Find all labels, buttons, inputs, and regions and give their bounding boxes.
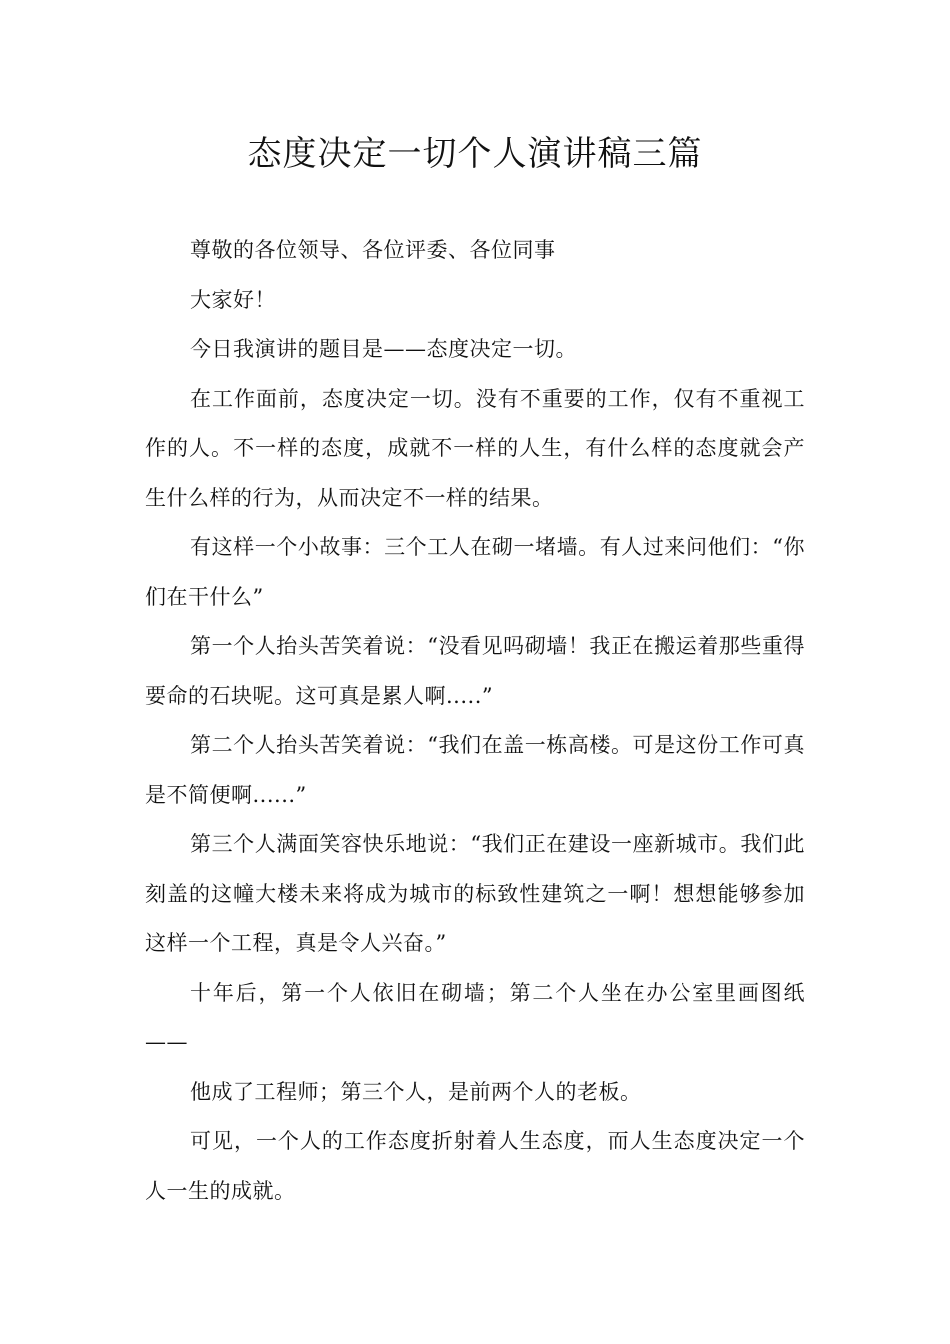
paragraph: 在工作面前，态度决定一切。没有不重要的工作，仅有不重视工作的人。不一样的态度，成就不一样的人生，有什么样的态度就会产生什么样的行为，从而决定不一样的结果。	[145, 386, 805, 510]
paragraph: 第二个人抬头苦笑着说：“我们在盖一栋高楼。可是这份工作可真是不简便啊......”	[145, 733, 805, 807]
paragraph: 他成了工程师；第三个人，是前两个人的老板。	[190, 1079, 642, 1104]
paragraph: 第三个人满面笑容快乐地说：“我们正在建设一座新城市。我们此刻盖的这幢大楼未来将成为城市的标致性建筑之一啊！想想能够参加这样一个工程，真是令人兴奋。”	[145, 832, 805, 955]
paragraph-salutation: 尊敬的各位领导、各位评委、各位同事	[190, 238, 556, 262]
paragraph-topic: 今日我演讲的题目是——态度决定一切。	[190, 337, 577, 361]
document-title: 态度决定一切个人演讲稿三篇	[247, 134, 703, 174]
document-body	[145, 226, 805, 1216]
paragraph: 有这样一个小故事：三个工人在砌一堵墙。有人过来问他们：“你们在干什么”	[145, 535, 805, 609]
paragraph-greeting: 大家好！	[190, 287, 276, 312]
paragraph: 十年后，第一个人依旧在砌墙；第二个人坐在办公室里画图纸——	[145, 980, 805, 1054]
paragraph: 可见，一个人的工作态度折射着人生态度，而人生态度决定一个人一生的成就。	[145, 1129, 805, 1203]
paragraph: 第一个人抬头苦笑着说：“没看见吗砌墙！我正在搬运着那些重得要命的石块呢。这可真是累人啊.....”	[145, 634, 805, 708]
